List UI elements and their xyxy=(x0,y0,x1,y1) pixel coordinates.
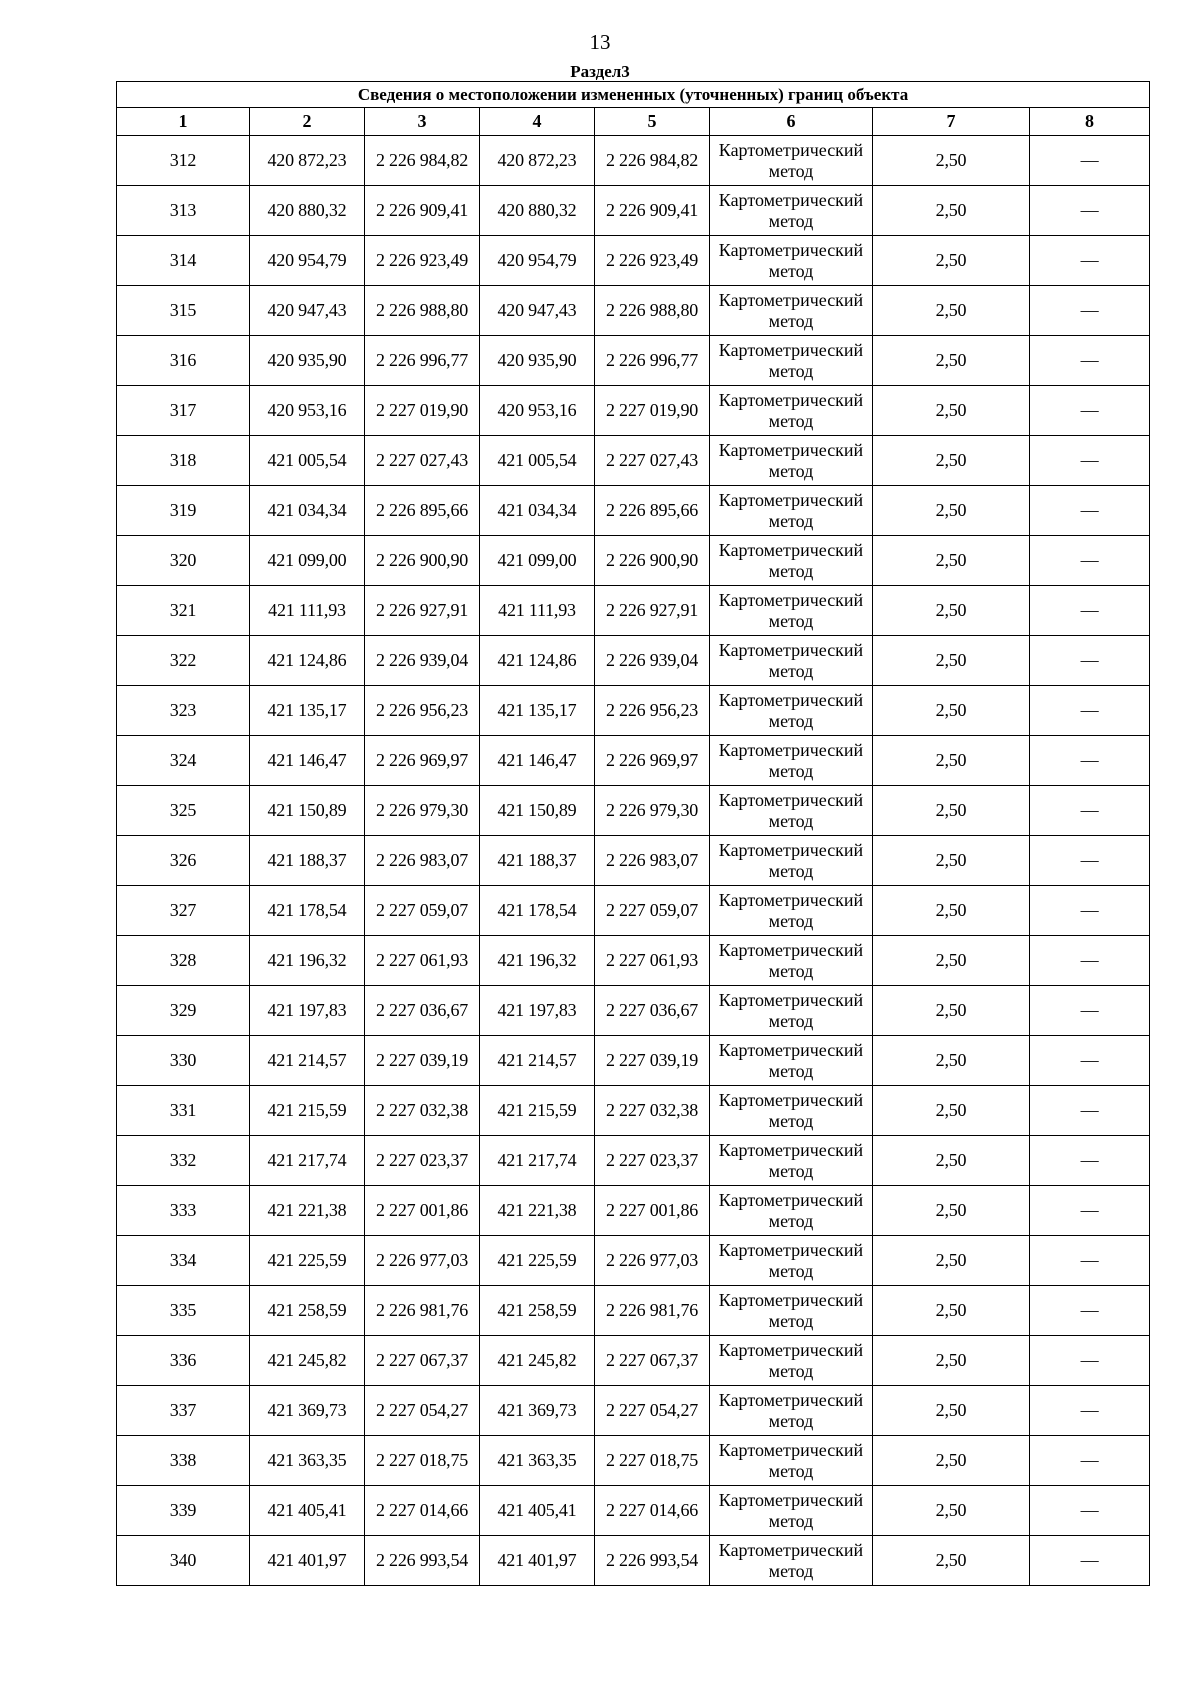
y-refined-cell: 2 227 059,07 xyxy=(595,886,710,936)
accuracy-cell: 2,50 xyxy=(873,936,1030,986)
x-existing-cell: 421 034,34 xyxy=(250,486,365,536)
x-refined-cell: 421 369,73 xyxy=(480,1386,595,1436)
x-refined-cell: 421 401,97 xyxy=(480,1536,595,1586)
table-row xyxy=(117,1136,1150,1186)
point-number-cell: 329 xyxy=(117,986,250,1036)
accuracy-cell: 2,50 xyxy=(873,286,1030,336)
point-number-cell: 340 xyxy=(117,1536,250,1586)
x-existing-cell: 420 935,90 xyxy=(250,336,365,386)
accuracy-cell: 2,50 xyxy=(873,136,1030,186)
x-refined-cell: 421 124,86 xyxy=(480,636,595,686)
x-existing-cell: 421 405,41 xyxy=(250,1486,365,1536)
x-existing-cell: 421 215,59 xyxy=(250,1086,365,1136)
column-number-1: 1 xyxy=(117,108,250,136)
y-refined-cell: 2 226 895,66 xyxy=(595,486,710,536)
x-refined-cell: 421 099,00 xyxy=(480,536,595,586)
x-refined-cell: 420 953,16 xyxy=(480,386,595,436)
y-refined-cell: 2 226 939,04 xyxy=(595,636,710,686)
y-refined-cell: 2 226 981,76 xyxy=(595,1286,710,1336)
point-number-cell: 335 xyxy=(117,1286,250,1336)
table-row xyxy=(117,586,1150,636)
section-label: Раздел3 xyxy=(570,62,630,81)
y-existing-cell: 2 226 977,03 xyxy=(365,1236,480,1286)
table-row xyxy=(117,1086,1150,1136)
point-number-cell: 323 xyxy=(117,686,250,736)
table-row xyxy=(117,236,1150,286)
table-body xyxy=(117,136,1150,1586)
table-row xyxy=(117,336,1150,386)
method-cell: Картометрический метод xyxy=(710,286,873,336)
y-refined-cell: 2 227 039,19 xyxy=(595,1036,710,1086)
accuracy-cell: 2,50 xyxy=(873,186,1030,236)
column-number-2: 2 xyxy=(250,108,365,136)
point-number-cell: 326 xyxy=(117,836,250,886)
method-cell: Картометрический метод xyxy=(710,1036,873,1086)
note-cell: — xyxy=(1030,736,1150,786)
column-number-3: 3 xyxy=(365,108,480,136)
point-number-cell: 324 xyxy=(117,736,250,786)
point-number-cell: 316 xyxy=(117,336,250,386)
accuracy-cell: 2,50 xyxy=(873,986,1030,1036)
accuracy-cell: 2,50 xyxy=(873,886,1030,936)
method-cell: Картометрический метод xyxy=(710,436,873,486)
x-existing-cell: 421 150,89 xyxy=(250,786,365,836)
y-refined-cell: 2 226 979,30 xyxy=(595,786,710,836)
method-cell: Картометрический метод xyxy=(710,936,873,986)
y-existing-cell: 2 226 988,80 xyxy=(365,286,480,336)
method-cell: Картометрический метод xyxy=(710,1486,873,1536)
method-cell: Картометрический метод xyxy=(710,886,873,936)
column-number-6: 6 xyxy=(710,108,873,136)
x-existing-cell: 421 225,59 xyxy=(250,1236,365,1286)
note-cell: — xyxy=(1030,836,1150,886)
note-cell: — xyxy=(1030,636,1150,686)
x-refined-cell: 421 196,32 xyxy=(480,936,595,986)
x-refined-cell: 421 188,37 xyxy=(480,836,595,886)
x-refined-cell: 421 217,74 xyxy=(480,1136,595,1186)
y-refined-cell: 2 226 984,82 xyxy=(595,136,710,186)
x-refined-cell: 420 947,43 xyxy=(480,286,595,336)
method-cell: Картометрический метод xyxy=(710,986,873,1036)
note-cell: — xyxy=(1030,1186,1150,1236)
note-cell: — xyxy=(1030,436,1150,486)
table-row xyxy=(117,486,1150,536)
note-cell: — xyxy=(1030,136,1150,186)
note-cell: — xyxy=(1030,936,1150,986)
accuracy-cell: 2,50 xyxy=(873,786,1030,836)
method-cell: Картометрический метод xyxy=(710,1136,873,1186)
y-refined-cell: 2 226 993,54 xyxy=(595,1536,710,1586)
x-refined-cell: 421 178,54 xyxy=(480,886,595,936)
y-refined-cell: 2 226 988,80 xyxy=(595,286,710,336)
accuracy-cell: 2,50 xyxy=(873,586,1030,636)
x-refined-cell: 421 197,83 xyxy=(480,986,595,1036)
note-cell: — xyxy=(1030,1386,1150,1436)
accuracy-cell: 2,50 xyxy=(873,1036,1030,1086)
y-existing-cell: 2 227 039,19 xyxy=(365,1036,480,1086)
x-refined-cell: 421 245,82 xyxy=(480,1336,595,1386)
y-existing-cell: 2 226 984,82 xyxy=(365,136,480,186)
table-row xyxy=(117,286,1150,336)
method-cell: Картометрический метод xyxy=(710,1236,873,1286)
x-refined-cell: 421 135,17 xyxy=(480,686,595,736)
y-existing-cell: 2 227 027,43 xyxy=(365,436,480,486)
note-cell: — xyxy=(1030,786,1150,836)
accuracy-cell: 2,50 xyxy=(873,686,1030,736)
x-existing-cell: 421 197,83 xyxy=(250,986,365,1036)
x-existing-cell: 421 245,82 xyxy=(250,1336,365,1386)
accuracy-cell: 2,50 xyxy=(873,1536,1030,1586)
point-number-cell: 331 xyxy=(117,1086,250,1136)
accuracy-cell: 2,50 xyxy=(873,1186,1030,1236)
x-existing-cell: 420 872,23 xyxy=(250,136,365,186)
note-cell: — xyxy=(1030,386,1150,436)
note-cell: — xyxy=(1030,986,1150,1036)
y-existing-cell: 2 226 923,49 xyxy=(365,236,480,286)
method-cell: Картометрический метод xyxy=(710,236,873,286)
column-number-5: 5 xyxy=(595,108,710,136)
x-refined-cell: 421 146,47 xyxy=(480,736,595,786)
x-refined-cell: 421 221,38 xyxy=(480,1186,595,1236)
note-cell: — xyxy=(1030,1236,1150,1286)
table-row xyxy=(117,386,1150,436)
x-refined-cell: 421 005,54 xyxy=(480,436,595,486)
accuracy-cell: 2,50 xyxy=(873,1486,1030,1536)
table-row xyxy=(117,836,1150,886)
y-existing-cell: 2 226 979,30 xyxy=(365,786,480,836)
x-existing-cell: 421 217,74 xyxy=(250,1136,365,1186)
table-row xyxy=(117,1236,1150,1286)
y-existing-cell: 2 226 900,90 xyxy=(365,536,480,586)
method-cell: Картометрический метод xyxy=(710,736,873,786)
method-cell: Картометрический метод xyxy=(710,586,873,636)
method-cell: Картометрический метод xyxy=(710,1386,873,1436)
point-number-cell: 338 xyxy=(117,1436,250,1486)
y-refined-cell: 2 226 956,23 xyxy=(595,686,710,736)
y-existing-cell: 2 227 019,90 xyxy=(365,386,480,436)
y-existing-cell: 2 226 996,77 xyxy=(365,336,480,386)
y-refined-cell: 2 227 014,66 xyxy=(595,1486,710,1536)
point-number-cell: 332 xyxy=(117,1136,250,1186)
x-refined-cell: 421 363,35 xyxy=(480,1436,595,1486)
method-cell: Картометрический метод xyxy=(710,186,873,236)
accuracy-cell: 2,50 xyxy=(873,636,1030,686)
note-cell: — xyxy=(1030,886,1150,936)
method-cell: Картометрический метод xyxy=(710,1186,873,1236)
table-row xyxy=(117,1386,1150,1436)
method-cell: Картометрический метод xyxy=(710,336,873,386)
table-row xyxy=(117,436,1150,486)
y-existing-cell: 2 226 993,54 xyxy=(365,1536,480,1586)
accuracy-cell: 2,50 xyxy=(873,736,1030,786)
note-cell: — xyxy=(1030,1036,1150,1086)
x-existing-cell: 420 880,32 xyxy=(250,186,365,236)
accuracy-cell: 2,50 xyxy=(873,236,1030,286)
x-existing-cell: 421 258,59 xyxy=(250,1286,365,1336)
point-number-cell: 315 xyxy=(117,286,250,336)
note-cell: — xyxy=(1030,336,1150,386)
y-existing-cell: 2 227 001,86 xyxy=(365,1186,480,1236)
y-existing-cell: 2 227 018,75 xyxy=(365,1436,480,1486)
table-row xyxy=(117,686,1150,736)
method-cell: Картометрический метод xyxy=(710,686,873,736)
x-existing-cell: 421 099,00 xyxy=(250,536,365,586)
x-existing-cell: 421 146,47 xyxy=(250,736,365,786)
x-existing-cell: 421 363,35 xyxy=(250,1436,365,1486)
table-row xyxy=(117,1036,1150,1086)
column-number-7: 7 xyxy=(873,108,1030,136)
y-existing-cell: 2 227 032,38 xyxy=(365,1086,480,1136)
y-existing-cell: 2 227 036,67 xyxy=(365,986,480,1036)
accuracy-cell: 2,50 xyxy=(873,836,1030,886)
y-refined-cell: 2 226 923,49 xyxy=(595,236,710,286)
x-existing-cell: 421 196,32 xyxy=(250,936,365,986)
x-existing-cell: 421 221,38 xyxy=(250,1186,365,1236)
y-refined-cell: 2 227 023,37 xyxy=(595,1136,710,1186)
table-caption: Сведения о местоположении измененных (уточненных) границ объекта xyxy=(117,82,1150,108)
accuracy-cell: 2,50 xyxy=(873,486,1030,536)
point-number-cell: 318 xyxy=(117,436,250,486)
note-cell: — xyxy=(1030,1536,1150,1586)
point-number-cell: 319 xyxy=(117,486,250,536)
method-cell: Картометрический метод xyxy=(710,636,873,686)
accuracy-cell: 2,50 xyxy=(873,1136,1030,1186)
method-cell: Картометрический метод xyxy=(710,386,873,436)
point-number-cell: 330 xyxy=(117,1036,250,1086)
method-cell: Картометрический метод xyxy=(710,1336,873,1386)
accuracy-cell: 2,50 xyxy=(873,386,1030,436)
accuracy-cell: 2,50 xyxy=(873,536,1030,586)
note-cell: — xyxy=(1030,536,1150,586)
y-refined-cell: 2 226 977,03 xyxy=(595,1236,710,1286)
column-number-row xyxy=(117,108,1150,136)
x-existing-cell: 421 401,97 xyxy=(250,1536,365,1586)
table-row xyxy=(117,886,1150,936)
y-refined-cell: 2 227 067,37 xyxy=(595,1336,710,1386)
point-number-cell: 313 xyxy=(117,186,250,236)
y-existing-cell: 2 227 023,37 xyxy=(365,1136,480,1186)
x-refined-cell: 421 111,93 xyxy=(480,586,595,636)
point-number-cell: 328 xyxy=(117,936,250,986)
x-refined-cell: 420 872,23 xyxy=(480,136,595,186)
method-cell: Картометрический метод xyxy=(710,786,873,836)
table-row xyxy=(117,536,1150,586)
point-number-cell: 314 xyxy=(117,236,250,286)
table-row xyxy=(117,636,1150,686)
method-cell: Картометрический метод xyxy=(710,1436,873,1486)
y-refined-cell: 2 226 927,91 xyxy=(595,586,710,636)
y-refined-cell: 2 226 900,90 xyxy=(595,536,710,586)
point-number-cell: 321 xyxy=(117,586,250,636)
table-row xyxy=(117,1286,1150,1336)
x-refined-cell: 421 150,89 xyxy=(480,786,595,836)
x-refined-cell: 421 225,59 xyxy=(480,1236,595,1286)
y-existing-cell: 2 226 909,41 xyxy=(365,186,480,236)
method-cell: Картометрический метод xyxy=(710,136,873,186)
coordinates-table xyxy=(116,81,1150,1586)
note-cell: — xyxy=(1030,1336,1150,1386)
method-cell: Картометрический метод xyxy=(710,836,873,886)
accuracy-cell: 2,50 xyxy=(873,336,1030,386)
table-row xyxy=(117,1536,1150,1586)
x-existing-cell: 421 135,17 xyxy=(250,686,365,736)
x-refined-cell: 420 935,90 xyxy=(480,336,595,386)
x-existing-cell: 421 111,93 xyxy=(250,586,365,636)
point-number-cell: 339 xyxy=(117,1486,250,1536)
y-refined-cell: 2 226 996,77 xyxy=(595,336,710,386)
x-refined-cell: 421 258,59 xyxy=(480,1286,595,1336)
y-existing-cell: 2 226 939,04 xyxy=(365,636,480,686)
x-existing-cell: 421 124,86 xyxy=(250,636,365,686)
page-number: 13 xyxy=(589,30,611,54)
point-number-cell: 312 xyxy=(117,136,250,186)
y-refined-cell: 2 227 061,93 xyxy=(595,936,710,986)
point-number-cell: 334 xyxy=(117,1236,250,1286)
table-caption-row xyxy=(117,82,1150,108)
accuracy-cell: 2,50 xyxy=(873,1386,1030,1436)
note-cell: — xyxy=(1030,486,1150,536)
y-refined-cell: 2 227 036,67 xyxy=(595,986,710,1036)
table-row xyxy=(117,936,1150,986)
y-existing-cell: 2 227 014,66 xyxy=(365,1486,480,1536)
y-refined-cell: 2 227 018,75 xyxy=(595,1436,710,1486)
method-cell: Картометрический метод xyxy=(710,1536,873,1586)
y-existing-cell: 2 227 061,93 xyxy=(365,936,480,986)
y-refined-cell: 2 227 054,27 xyxy=(595,1386,710,1436)
accuracy-cell: 2,50 xyxy=(873,1336,1030,1386)
x-refined-cell: 420 954,79 xyxy=(480,236,595,286)
accuracy-cell: 2,50 xyxy=(873,1236,1030,1286)
y-existing-cell: 2 226 983,07 xyxy=(365,836,480,886)
y-refined-cell: 2 226 983,07 xyxy=(595,836,710,886)
x-existing-cell: 420 953,16 xyxy=(250,386,365,436)
y-existing-cell: 2 226 927,91 xyxy=(365,586,480,636)
y-refined-cell: 2 227 032,38 xyxy=(595,1086,710,1136)
y-existing-cell: 2 227 054,27 xyxy=(365,1386,480,1436)
note-cell: — xyxy=(1030,586,1150,636)
note-cell: — xyxy=(1030,236,1150,286)
method-cell: Картометрический метод xyxy=(710,486,873,536)
table-row xyxy=(117,136,1150,186)
note-cell: — xyxy=(1030,186,1150,236)
accuracy-cell: 2,50 xyxy=(873,1286,1030,1336)
accuracy-cell: 2,50 xyxy=(873,1086,1030,1136)
point-number-cell: 325 xyxy=(117,786,250,836)
accuracy-cell: 2,50 xyxy=(873,436,1030,486)
table-row xyxy=(117,186,1150,236)
y-existing-cell: 2 226 981,76 xyxy=(365,1286,480,1336)
method-cell: Картометрический метод xyxy=(710,1086,873,1136)
y-existing-cell: 2 227 067,37 xyxy=(365,1336,480,1386)
note-cell: — xyxy=(1030,1436,1150,1486)
x-refined-cell: 421 405,41 xyxy=(480,1486,595,1536)
x-existing-cell: 421 369,73 xyxy=(250,1386,365,1436)
y-refined-cell: 2 227 001,86 xyxy=(595,1186,710,1236)
note-cell: — xyxy=(1030,1086,1150,1136)
y-refined-cell: 2 227 027,43 xyxy=(595,436,710,486)
note-cell: — xyxy=(1030,1136,1150,1186)
point-number-cell: 327 xyxy=(117,886,250,936)
x-existing-cell: 421 005,54 xyxy=(250,436,365,486)
x-refined-cell: 421 215,59 xyxy=(480,1086,595,1136)
note-cell: — xyxy=(1030,1486,1150,1536)
x-refined-cell: 421 034,34 xyxy=(480,486,595,536)
x-refined-cell: 420 880,32 xyxy=(480,186,595,236)
y-existing-cell: 2 227 059,07 xyxy=(365,886,480,936)
note-cell: — xyxy=(1030,686,1150,736)
accuracy-cell: 2,50 xyxy=(873,1436,1030,1486)
x-existing-cell: 421 214,57 xyxy=(250,1036,365,1086)
method-cell: Картометрический метод xyxy=(710,536,873,586)
point-number-cell: 320 xyxy=(117,536,250,586)
table-row xyxy=(117,1336,1150,1386)
y-refined-cell: 2 227 019,90 xyxy=(595,386,710,436)
table-row xyxy=(117,1486,1150,1536)
table-row xyxy=(117,736,1150,786)
point-number-cell: 337 xyxy=(117,1386,250,1436)
note-cell: — xyxy=(1030,286,1150,336)
point-number-cell: 333 xyxy=(117,1186,250,1236)
table-row xyxy=(117,786,1150,836)
column-number-8: 8 xyxy=(1030,108,1150,136)
y-existing-cell: 2 226 969,97 xyxy=(365,736,480,786)
x-refined-cell: 421 214,57 xyxy=(480,1036,595,1086)
table-row xyxy=(117,986,1150,1036)
y-existing-cell: 2 226 956,23 xyxy=(365,686,480,736)
table-row xyxy=(117,1186,1150,1236)
x-existing-cell: 420 954,79 xyxy=(250,236,365,286)
x-existing-cell: 420 947,43 xyxy=(250,286,365,336)
y-refined-cell: 2 226 969,97 xyxy=(595,736,710,786)
column-number-4: 4 xyxy=(480,108,595,136)
point-number-cell: 317 xyxy=(117,386,250,436)
x-existing-cell: 421 188,37 xyxy=(250,836,365,886)
point-number-cell: 336 xyxy=(117,1336,250,1386)
y-refined-cell: 2 226 909,41 xyxy=(595,186,710,236)
point-number-cell: 322 xyxy=(117,636,250,686)
table-row xyxy=(117,1436,1150,1486)
note-cell: — xyxy=(1030,1286,1150,1336)
y-existing-cell: 2 226 895,66 xyxy=(365,486,480,536)
method-cell: Картометрический метод xyxy=(710,1286,873,1336)
x-existing-cell: 421 178,54 xyxy=(250,886,365,936)
